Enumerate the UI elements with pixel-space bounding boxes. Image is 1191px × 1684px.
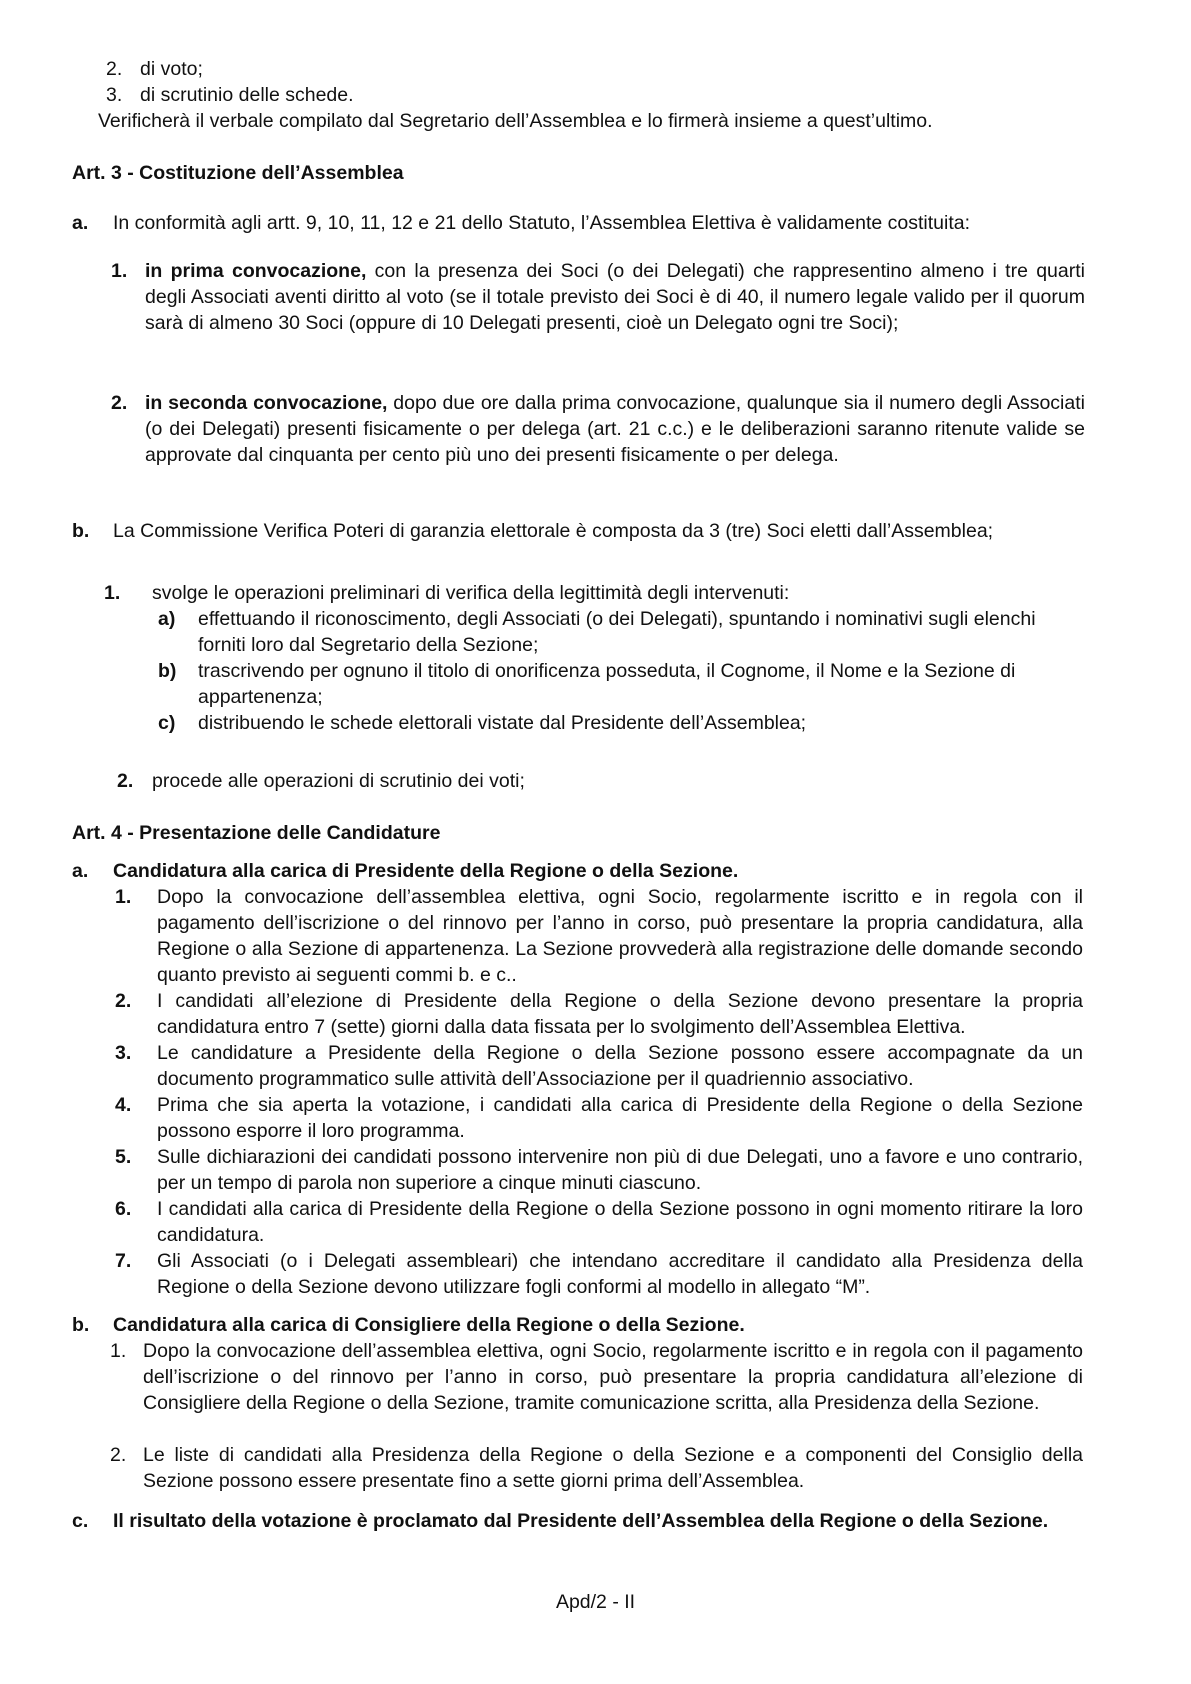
item-text: Le liste di candidati alla Presidenza della Regione o della Sezione e a componenti del Consiglio della Sezione possono essere presentate fino a sette giorni prima dell’Assemblea. (143, 1444, 1083, 1492)
item-number: 2. (117, 770, 134, 792)
list-item-text: di scrutinio delle schede. (140, 84, 354, 106)
list-item-text: di voto; (140, 58, 203, 80)
item-text: con la presenza dei Soci (o dei Delegati) che rappresentino almeno i tre quarti degli Associati aventi diritto al voto (se il totale previsto dei Soci è di 40, il numero legale valido per il quorum sarà di almeno 30 Soci (oppure di 10 Delegati presenti, cioè un Delegato ogni tre Soci); (145, 260, 1085, 334)
item-number: 1. (110, 1340, 127, 1362)
item-number: 2. (110, 1444, 127, 1466)
clause-title: Candidatura alla carica di Presidente della Regione o della Sezione. (113, 860, 739, 882)
item-number: 2. (115, 990, 132, 1012)
clause-label: c. (72, 1510, 89, 1532)
item-text: I candidati all’elezione di Presidente della Regione o della Sezione devono presentare la propria candidatura entro 7 (sette) giorni dalla data fissata per lo svolgimento dell’Assemblea Elettiva. (157, 990, 1083, 1038)
item-number: 6. (115, 1198, 132, 1220)
item-text: Dopo la convocazione dell’assemblea elettiva, ogni Socio, regolarmente iscritto e in regola con il pagamento dell’iscrizione o del rinnovo per l’anno in corso, può presentare la propria candidatura, alla Regione o alla Sezione di appartenenza. La Sezione provvederà alla registrazione delle domande secondo quanto previsto ai seguenti commi b. e c.. (157, 886, 1083, 986)
sub-item-label: b) (158, 660, 177, 682)
item-number: 1. (115, 886, 132, 908)
clause-label: b. (72, 1314, 90, 1336)
item-text: procede alle operazioni di scrutinio dei voti; (152, 770, 525, 792)
item-number: 1. (111, 260, 128, 282)
article-4-heading: Art. 4 - Presentazione delle Candidature (72, 822, 441, 844)
page-footer: Apd/2 - II (555, 1591, 636, 1613)
item-text: Sulle dichiarazioni dei candidati possono intervenire non più di due Delegati, uno a favore e uno contrario, per un tempo di parola non superiore a cinque minuti ciascuno. (157, 1146, 1083, 1194)
clause-label: a. (72, 860, 89, 882)
item-text: Prima che sia aperta la votazione, i candidati alla carica di Presidente della Regione o della Sezione possono esporre il loro programma. (157, 1094, 1083, 1142)
sub-item-text: distribuendo le schede elettorali vistate dal Presidente dell’Assemblea; (198, 712, 807, 734)
item-number: 1. (104, 582, 121, 604)
list-number: 3. (106, 84, 123, 106)
item-number: 4. (115, 1094, 132, 1116)
clause-label: a. (72, 212, 89, 234)
item-lead: in seconda convocazione, (145, 392, 388, 414)
item-text: Gli Associati (o i Delegati assembleari) che intendano accreditare il candidato alla Presidenza della Regione o della Sezione devono utilizzare fogli conformi al modello in allegato “M”. (157, 1250, 1083, 1298)
sub-item-text: effettuando il riconoscimento, degli Associati (o dei Delegati), spuntando i nominativi sugli elenchi forniti loro dal Segretario della Sezione; (198, 608, 1036, 656)
clause-text: La Commissione Verifica Poteri di garanzia elettorale è composta da 3 (tre) Soci eletti dall’Assemblea; (113, 520, 994, 542)
item-text: I candidati alla carica di Presidente della Regione o della Sezione possono in ogni momento ritirare la loro candidatura. (157, 1198, 1083, 1246)
item-paragraph (145, 390, 1085, 468)
item-number: 7. (115, 1250, 132, 1272)
item-text: Dopo la convocazione dell’assemblea elettiva, ogni Socio, regolarmente iscritto e in regola con il pagamento dell’iscrizione o del rinnovo per l’anno in corso, può presentare la propria candidatura all’elezione di Consigliere della Regione o della Sezione, tramite comunicazione scritta, alla Presidenza della Sezione. (143, 1340, 1083, 1414)
clause-title: Candidatura alla carica di Consigliere della Regione o della Sezione. (113, 1314, 745, 1336)
clause-text: In conformità agli artt. 9, 10, 11, 12 e 21 dello Statuto, l’Assemblea Elettiva è validamente costituita: (113, 212, 971, 234)
list-number: 2. (106, 58, 123, 80)
item-paragraph (145, 258, 1085, 336)
item-text: Le candidature a Presidente della Regione o della Sezione possono essere accompagnate da un documento programmatico sulle attività dell’Associazione per il quadriennio associativo. (157, 1042, 1083, 1090)
sub-item-text: trascrivendo per ognuno il titolo di onorificenza posseduta, il Cognome, il Nome e la Sezione di appartenenza; (198, 660, 1016, 708)
item-lead: in prima convocazione, (145, 260, 367, 282)
item-text: svolge le operazioni preliminari di verifica della legittimità degli intervenuti: (152, 582, 790, 604)
item-number: 3. (115, 1042, 132, 1064)
item-number: 2. (111, 392, 128, 414)
article-3-heading: Art. 3 - Costituzione dell’Assemblea (72, 162, 404, 184)
top-note: Verificherà il verbale compilato dal Segretario dell’Assemblea e lo firmerà insieme a quest’ultimo. (98, 110, 933, 132)
item-text: dopo due ore dalla prima convocazione, qualunque sia il numero degli Associati (o dei Delegati) presenti fisicamente o per delega (art. 21 c.c.) e le deliberazioni saranno ritenute valide se approvate dal cinquanta per cento più uno dei presenti fisicamente o per delega. (145, 392, 1085, 466)
item-number: 5. (115, 1146, 132, 1168)
sub-item-label: a) (158, 608, 176, 630)
sub-item-label: c) (158, 712, 176, 734)
clause-title: Il risultato della votazione è proclamato dal Presidente dell’Assemblea della Regione o della Sezione. (113, 1510, 1049, 1532)
clause-label: b. (72, 520, 90, 542)
